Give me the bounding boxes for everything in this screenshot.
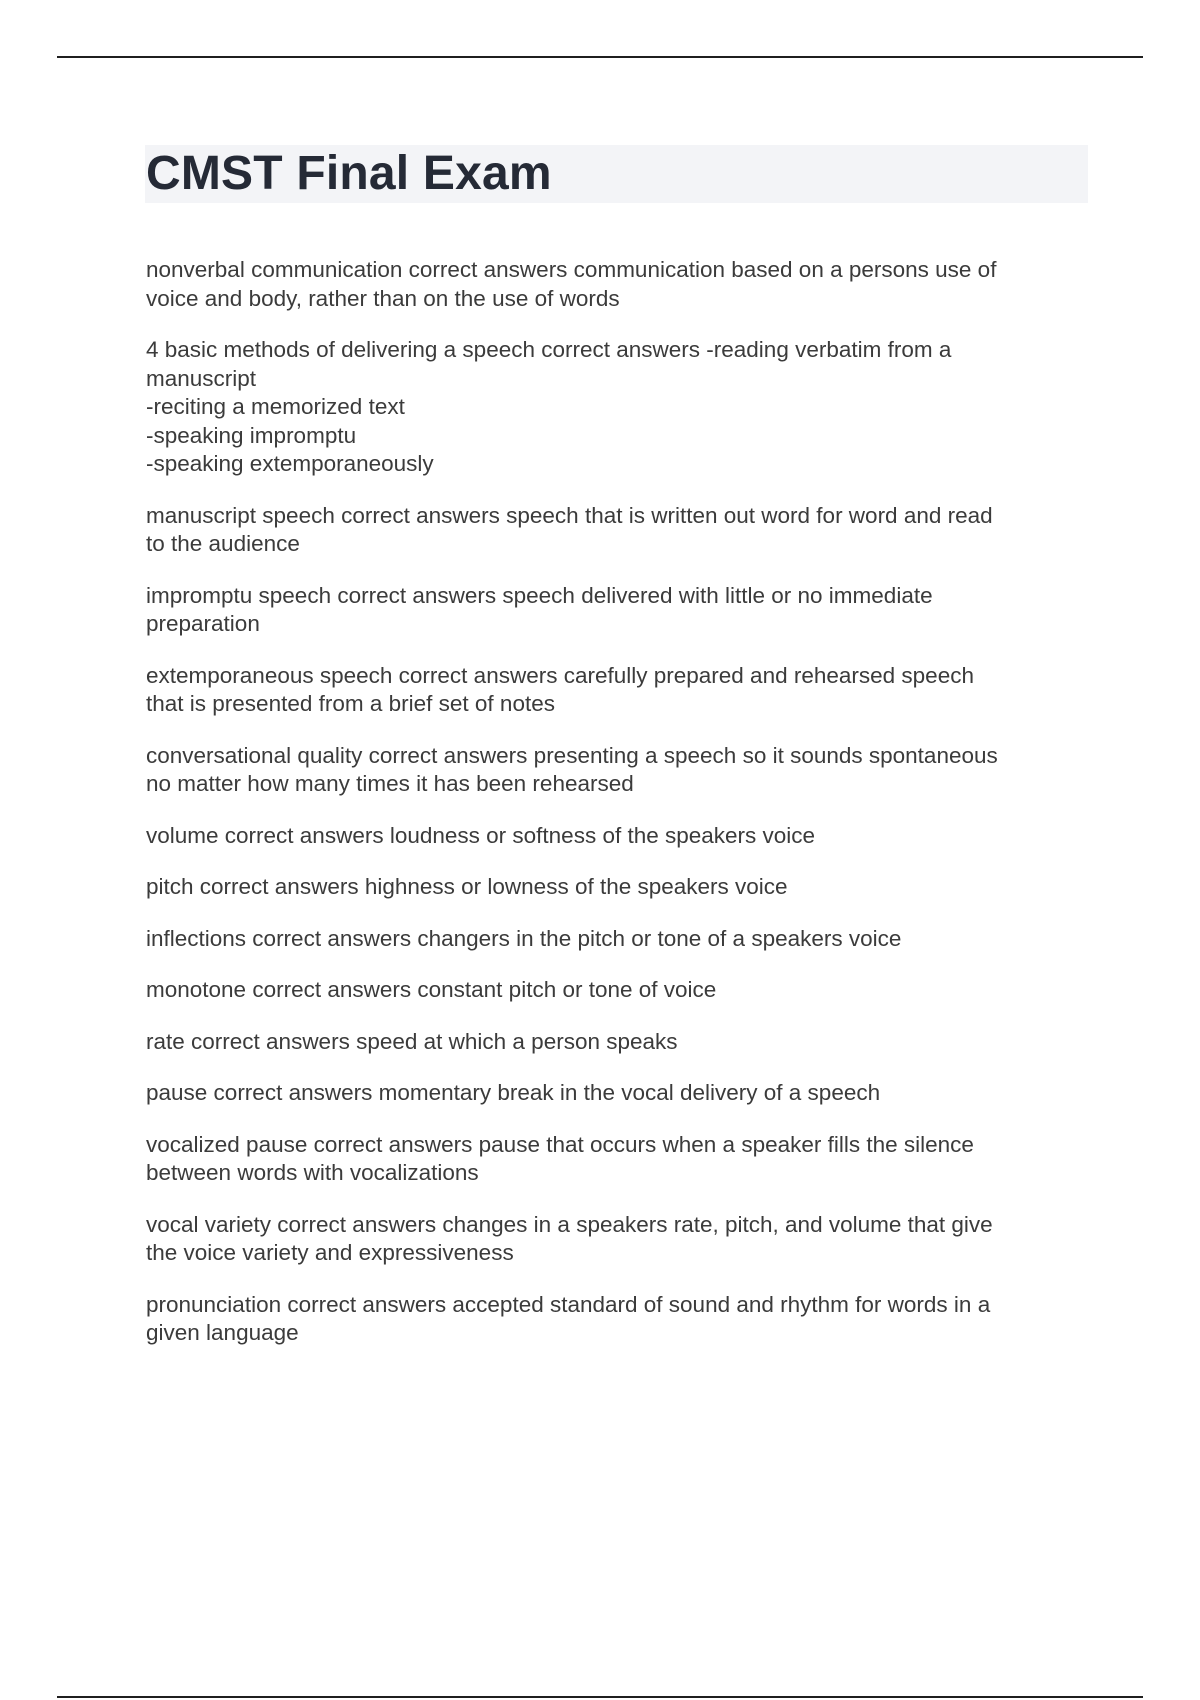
flashcard-entry — [146, 662, 1086, 719]
page-title: CMST Final Exam — [146, 147, 552, 200]
entry-line: given language — [146, 1320, 299, 1345]
entry-line: to the audience — [146, 531, 300, 556]
entry-line: 4 basic methods of delivering a speech correct answers -reading verbatim from a — [146, 337, 952, 362]
entry-line: impromptu speech correct answers speech delivered with little or no immediate — [146, 582, 933, 608]
entry-line: -speaking impromptu — [146, 422, 357, 448]
entry-line: -speaking extemporaneously — [146, 451, 434, 476]
entry-line: rate correct answers speed at which a person speaks — [146, 1028, 678, 1054]
flashcard-entry — [146, 1211, 1086, 1268]
flashcard-entry — [146, 256, 1086, 313]
top-rule — [57, 56, 1143, 58]
entry-line: pause correct answers momentary break in the vocal delivery of a speech — [146, 1080, 881, 1105]
flashcard-entry — [146, 1131, 1086, 1188]
flashcard-entry — [146, 925, 1086, 954]
entry-line: nonverbal communication correct answers communication based on a persons use of — [146, 257, 997, 282]
entry-line: voice and body, rather than on the use of words — [146, 285, 620, 311]
entry-line: the voice variety and expressiveness — [146, 1240, 514, 1265]
flashcard-entry — [146, 822, 1086, 851]
entry-line: pronunciation correct answers accepted standard of sound and rhythm for words in a — [146, 1291, 991, 1317]
flashcard-entry — [146, 1291, 1086, 1348]
entry-line: pitch correct answers highness or lowness of the speakers voice — [146, 874, 788, 899]
entry-line: no matter how many times it has been rehearsed — [146, 771, 634, 796]
entry-line: monotone correct answers constant pitch or tone of voice — [146, 977, 717, 1002]
flashcard-entry — [146, 873, 1086, 902]
flashcard-entry — [146, 1079, 1086, 1108]
entry-line: manuscript speech correct answers speech that is written out word for word and read — [146, 502, 993, 528]
flashcard-entry — [146, 582, 1086, 639]
entry-line: that is presented from a brief set of notes — [146, 691, 555, 716]
bottom-rule — [57, 1696, 1143, 1698]
flashcard-entry — [146, 336, 1086, 479]
entry-line: manuscript — [146, 365, 257, 391]
flashcard-entry — [146, 976, 1086, 1005]
entry-line: -reciting a memorized text — [146, 394, 405, 419]
entry-line: vocalized pause correct answers pause that occurs when a speaker fills the silence — [146, 1131, 974, 1157]
entry-line: volume correct answers loudness or softness of the speakers voice — [146, 822, 816, 848]
entry-line: inflections correct answers changers in the pitch or tone of a speakers voice — [146, 925, 902, 951]
flashcard-entry — [146, 1028, 1086, 1057]
entry-line: vocal variety correct answers changes in a speakers rate, pitch, and volume that give — [146, 1211, 993, 1237]
flashcard-list — [146, 256, 1086, 1371]
entry-line: conversational quality correct answers presenting a speech so it sounds spontaneous — [146, 742, 998, 768]
flashcard-entry — [146, 742, 1086, 799]
entry-line: preparation — [146, 611, 260, 636]
entry-line: between words with vocalizations — [146, 1160, 479, 1185]
flashcard-entry — [146, 502, 1086, 559]
entry-line: extemporaneous speech correct answers carefully prepared and rehearsed speech — [146, 662, 974, 688]
